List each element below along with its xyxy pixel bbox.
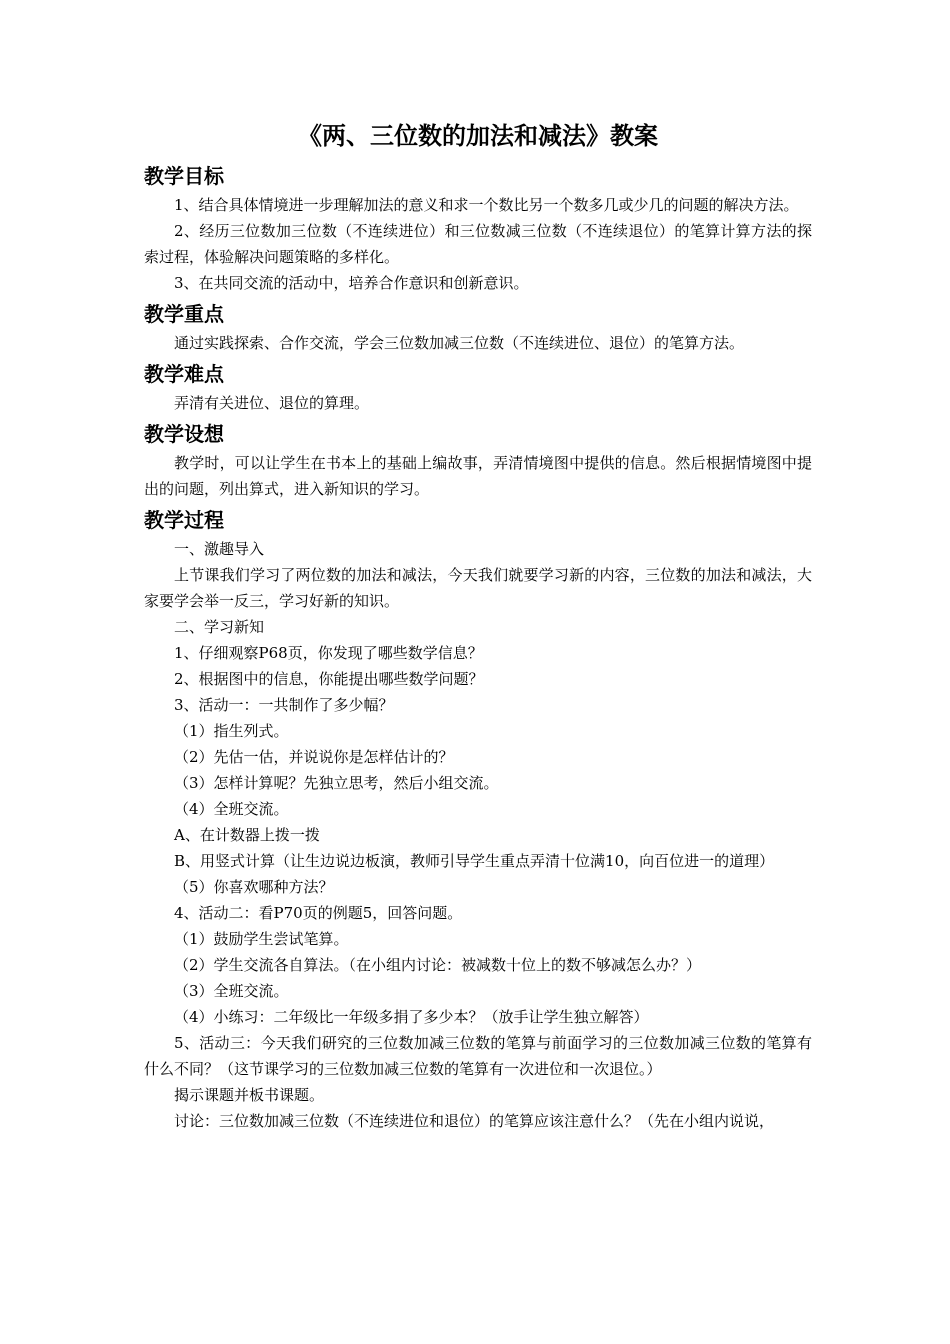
heading-key-points: 教学重点 — [144, 302, 224, 326]
process-step: （5）你喜欢哪种方法？ — [174, 878, 334, 896]
objective-1: 1、结合具体情境进一步理解加法的意义和求一个数比另一个数多几或少几的问题的解决方法。 — [174, 196, 799, 214]
process-step: 一、激趣导入 — [174, 540, 265, 558]
heading-process: 教学过程 — [144, 508, 224, 532]
process-step: 2、根据图中的信息，你能提出哪些数学问题？ — [174, 670, 484, 688]
heading-design: 教学设想 — [144, 422, 224, 446]
process-step: 二、学习新知 — [174, 618, 265, 636]
process-step: （2）学生交流各自算法。（在小组内讨论：被减数十位上的数不够减怎么办？） — [174, 956, 702, 974]
difficulty-text: 弄清有关进位、退位的算理。 — [174, 394, 370, 412]
process-step: （1）鼓励学生尝试笔算。 — [174, 930, 349, 948]
process-step: （4）小练习：二年级比一年级多捐了多少本？（放手让学生独立解答） — [174, 1008, 649, 1026]
process-step: （3）全班交流。 — [174, 982, 289, 1000]
process-step: A、在计数器上拨一拨 — [174, 826, 320, 844]
process-step: （2）先估一估，并说说你是怎样估计的？ — [174, 748, 454, 766]
process-step: 4、活动二：看P70页的例题5，回答问题。 — [174, 904, 463, 922]
process-step: 讨论：三位数加减三位数（不连续进位和退位）的笔算应该注意什么？（先在小组内说说， — [174, 1112, 775, 1130]
process-step: （4）全班交流。 — [174, 800, 289, 818]
process-step: 3、活动一：一共制作了多少幅？ — [174, 696, 394, 714]
design-text: 教学时，可以让学生在书本上的基础上编故事，弄清情境图中提供的信息。然后根据情境图中提出的问题，列出算式，进入新知识的学习。 — [144, 454, 812, 498]
document-body — [144, 118, 812, 1134]
process-step: B、用竖式计算（让生边说边板演，教师引导学生重点弄清十位满10，向百位进一的道理） — [174, 852, 775, 870]
heading-objectives: 教学目标 — [144, 164, 224, 188]
heading-difficulties: 教学难点 — [144, 362, 224, 386]
process-step: 1、仔细观察P68页，你发现了哪些数学信息？ — [174, 644, 483, 662]
process-step: 上节课我们学习了两位数的加法和减法，今天我们就要学习新的内容，三位数的加法和减法，大家要学会举一反三，学习好新的知识。 — [144, 566, 812, 610]
document-title: 《两、三位数的加法和减法》教案 — [298, 121, 658, 150]
process-step: （1）指生列式。 — [174, 722, 289, 740]
process-step: 5、活动三：今天我们研究的三位数加减三位数的笔算与前面学习的三位数加减三位数的笔算有什么不同？（这节课学习的三位数加减三位数的笔算有一次进位和一次退位。） — [144, 1034, 812, 1078]
process-step: 揭示课题并板书课题。 — [174, 1086, 325, 1104]
objective-3: 3、在共同交流的活动中，培养合作意识和创新意识。 — [174, 274, 529, 292]
process-step: （3）怎样计算呢？先独立思考，然后小组交流。 — [174, 774, 499, 792]
objective-2: 2、经历三位数加三位数（不连续进位）和三位数减三位数（不连续退位）的笔算计算方法的探索过程，体验解决问题策略的多样化。 — [144, 222, 812, 266]
key-point-text: 通过实践探索、合作交流，学会三位数加减三位数（不连续进位、退位）的笔算方法。 — [174, 334, 745, 352]
